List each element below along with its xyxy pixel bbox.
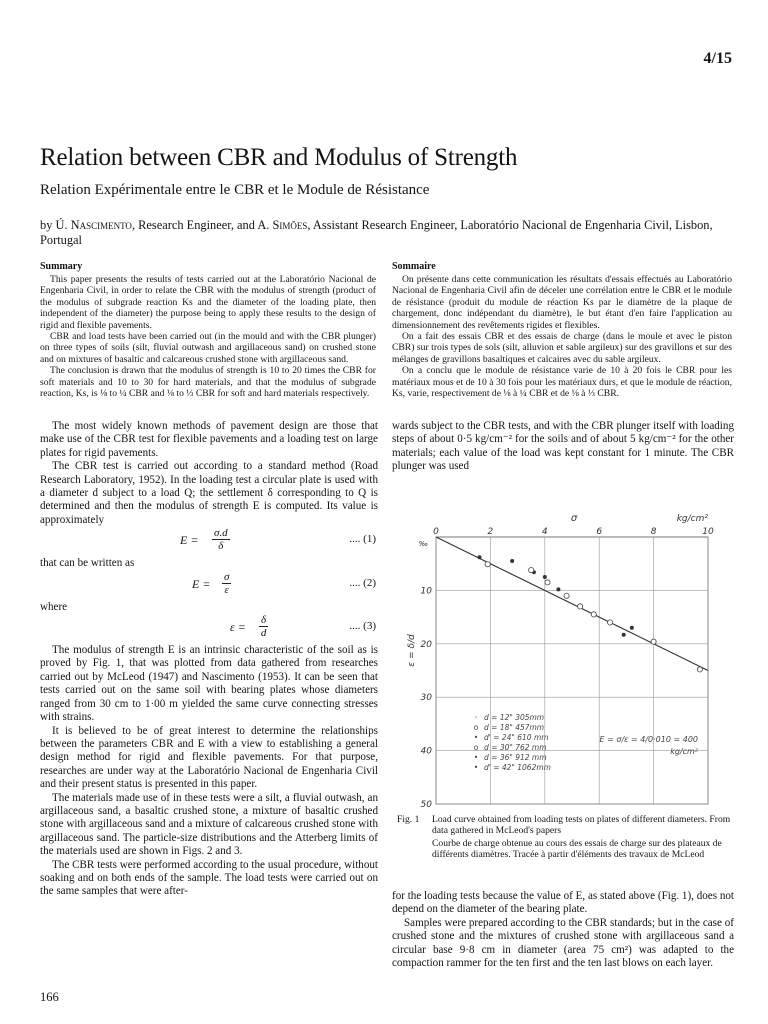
- x-tick-label: 0: [433, 527, 439, 537]
- body-paragraph: The CBR tests were performed according to the usual procedure, without soaking and on both ends of the sample. The load tests were carried out on the same samples that were after-: [40, 858, 378, 898]
- paper-title: Relation between CBR and Modulus of Strength: [40, 144, 518, 171]
- data-point-filled: [543, 575, 547, 579]
- data-point-filled: [630, 626, 634, 630]
- sommaire-heading: Sommaire: [392, 261, 436, 272]
- page-number-top: 4/15: [703, 50, 732, 67]
- body-paragraph: that can be written as: [40, 557, 135, 570]
- equation-numerator: σ.d: [214, 527, 228, 540]
- figure-caption: [397, 814, 733, 860]
- equation-fraction: [222, 571, 231, 597]
- data-point-open: [485, 562, 490, 567]
- figure-1: [398, 512, 732, 812]
- body-paragraph: wards subject to the CBR tests, and with the CBR plunger itself with loading steps of about 0·5 kg/cm⁻² for the soils and of about 5 kg/cm⁻² for the other materials; each value of the load was kept constant for 1 minute. The CBR plunger was used: [392, 420, 734, 473]
- equation-number: .... (3): [349, 620, 376, 633]
- data-point-open: [545, 580, 550, 585]
- y-tick-label: 30: [420, 693, 432, 704]
- legend-label: d = 30" 762 mm: [484, 743, 547, 752]
- legend-marker: o: [473, 723, 479, 732]
- data-point-open: [578, 604, 583, 609]
- y-tick-label: 20: [420, 639, 432, 650]
- legend-marker: •: [473, 733, 479, 742]
- legend-marker: •: [473, 763, 479, 772]
- x-tick-label: 8: [650, 527, 657, 537]
- sommaire-paragraph: On a conclu que le module de résistance varie de 10 à 20 fois le CBR pour les matériaux mous et de 10 à 30 fois pour les matériaux durs, et que le module de réaction, Ks, varie, respectivement de ⅛ à ¼ CBR et de ⅛ à ⅓ CBR.: [392, 365, 732, 400]
- body-paragraph: where: [40, 600, 68, 613]
- summary-section: [40, 261, 376, 399]
- x-tick-label: 4: [541, 527, 548, 537]
- data-point-filled: [622, 633, 626, 637]
- author-name-2: Simões: [272, 218, 308, 232]
- trend-line: [436, 537, 708, 671]
- summary-paragraph: CBR and load tests have been carried out (in the mould and with the CBR plunger) on three types of soils (silt, fluvial outwash and argillaceous sand) on crushed stone and on mixtures of basaltic and calcareous crushed stone with argillaceous sand.: [40, 331, 376, 365]
- x-axis-title: σ: [570, 513, 578, 524]
- body-right-column: [392, 420, 734, 474]
- equation-3: [40, 614, 378, 644]
- equation-fraction: [259, 614, 268, 640]
- load-curve-chart: [398, 512, 732, 812]
- legend-label: d = 36" 912 mm: [484, 753, 547, 762]
- y-tick-label: 50: [420, 800, 432, 810]
- body-paragraph: The modulus of strength E is an intrinsic characteristic of the soil as is proved by Fig. 1, that was plotted from data gathered from researches carried out by McLeod (1947) and Nascimento (1953). It can be seen that tests carried out on the same soil with bearing plates whose diameters ranged from 30 cm to 1·00 m yielded the same curve connecting stresses with strains.: [40, 644, 378, 724]
- equation-fraction: [212, 527, 230, 553]
- modulus-annotation: E = σ/ε = 4/0·010 = 400: [599, 735, 698, 744]
- legend-marker: ◦: [473, 713, 479, 722]
- equation-numerator: δ: [261, 614, 267, 627]
- authors-suffix: , Assistant Research Engineer, Laboratório Nacional de Engenharia Civil, Lisbon, Portugal: [40, 218, 713, 247]
- summary-heading: Summary: [40, 261, 83, 272]
- caption-english: Load curve obtained from loading tests on plates of different diameters. From data gathered in McLeod's papers: [432, 814, 731, 836]
- y-tick-label: 10: [420, 586, 432, 597]
- legend-label: d' = 24" 610 mm: [484, 733, 549, 742]
- x-unit-label: kg/cm²: [676, 514, 708, 524]
- equation-1: [40, 527, 378, 557]
- authors-mid: , Research Engineer, and A.: [131, 218, 273, 232]
- body-paragraph: It is believed to be of great interest to determine the relationships between the parameters CBR and E with a view to establishing a general design method for rigid and flexible pavements. For that purpose, researches are under way at the Laboratório Nacional de Engenharia Civil and their present status is presented in this paper.: [40, 724, 378, 791]
- equation-lhs: E =: [192, 576, 211, 591]
- body-paragraph: for the loading tests because the value of E, as stated above (Fig. 1), does not depend on the diameter of the bearing plate.: [392, 890, 734, 916]
- data-point-open: [529, 568, 534, 573]
- equation-2: [40, 571, 378, 601]
- data-point-filled: [510, 559, 514, 563]
- legend-marker: o: [473, 743, 479, 752]
- x-tick-label: 2: [487, 527, 494, 537]
- data-point-filled: [478, 555, 482, 559]
- sommaire-paragraph: On a fait des essais CBR et des essais de charge (dans le moule et avec le piston CBR) sur trois types de sols (silt, alluvion et sable argileux) sur des gravillons et sur des mélanges de gravillons basaltiques et calcaires avec du sable argileux.: [392, 331, 732, 365]
- y-tick-label: 40: [420, 746, 432, 757]
- equation-number: .... (1): [349, 533, 376, 546]
- equation-numerator: σ: [224, 570, 230, 583]
- equation-number: .... (2): [349, 576, 376, 589]
- data-point-open: [697, 667, 702, 672]
- equation-lhs: ε =: [230, 620, 246, 635]
- summary-paragraph: This paper presents the results of tests carried out at the Laboratório Nacional de Engenharia Civil, in order to relate the CBR with the modulus of strength (product of the modulus of subgrade reaction Ks and the diameter of the loading plate, then independent of the diameter) the purpose being to apply these results to the design of rigid and flexible pavements.: [40, 274, 376, 331]
- legend-marker: •: [473, 753, 479, 762]
- x-tick-label: 10: [702, 527, 714, 537]
- page-number-bottom: 166: [40, 990, 59, 1004]
- figure-label: Fig. 1: [397, 814, 420, 825]
- modulus-annotation-unit: kg/cm²: [670, 747, 698, 756]
- body-paragraph: The CBR test is carried out according to a standard method (Road Research Laboratory, 1952). In the loading test a circular plate is used with a diameter d subject to a load Q; the settlement δ corresponding to Q is determined and then the modulus of strength E is computed. Its value is approximately: [40, 460, 378, 526]
- data-point-open: [591, 612, 596, 617]
- body-paragraph: The most widely known methods of pavement design are those that make use of the CBR test for flexible pavements and a loading test on large plates for rigid pavements.: [40, 420, 378, 459]
- body-paragraph: Samples were prepared according to the CBR standards; but in the case of crushed stone and the mixtures of crushed stone with argillaceous sand a circular base 9·8 cm in diameter (area 75 cm²) was adapted to the compaction rammer for the ten first and the ten last blows on each layer.: [392, 916, 734, 970]
- data-point-open: [564, 593, 569, 598]
- body-left-column: [40, 420, 378, 899]
- equation-denominator: ε: [224, 583, 229, 596]
- data-point-open: [651, 639, 656, 644]
- equation-lhs: E =: [180, 533, 199, 548]
- equation-denominator: d: [260, 627, 267, 640]
- data-point-open: [607, 620, 612, 625]
- summary-paragraph: The conclusion is drawn that the modulus of strength is 10 to 20 times the CBR for soft materials and 10 to 30 for hard materials, and that the modulus of subgrade reaction, Ks, is ⅛ to ¼ CBR and ⅛ to ⅓ CBR for soft and hard materials respectively.: [40, 365, 376, 400]
- y-unit-label: ‰: [418, 540, 428, 548]
- legend-label: d = 12" 305mm: [484, 713, 545, 722]
- legend-label: d = 18" 457mm: [484, 723, 545, 732]
- x-tick-label: 6: [596, 527, 603, 537]
- author-line: [40, 218, 732, 248]
- author-name-1: Nascimento: [70, 218, 132, 232]
- y-axis-title: ε = δ/d: [407, 634, 417, 667]
- data-point-filled: [556, 587, 560, 591]
- equation-denominator: δ: [218, 540, 224, 553]
- authors-prefix: by Ú.: [40, 218, 71, 232]
- sommaire-section: [392, 261, 732, 399]
- body-paragraph: The materials made use of in these tests were a silt, a fluvial outwash, an argillaceous sand, a basaltic crushed stone, a mixture of basaltic crushed stone with argillaceous sand and a mixture of calcareous crushed stone with argillaceous sand. The particle-size distributions and the Atterberg limits of the materials used are shown in Figs. 2 and 3.: [40, 791, 378, 858]
- caption-french: Courbe de charge obtenue au cours des essais de charge sur des plateaux de différents diamètres. Tracée à partir d'éléments des travaux de McLeod: [432, 838, 722, 860]
- sommaire-paragraph: On présente dans cette communication les résultats d'essais effectués au Laboratório Nacional de Engenharia Civil afin de déceler une corrélation entre le CBR et le module de résistance (produit du module de réaction Ks par le diamètre de la plaque de chargement, donc indépendant du diamètre), le but étant d'en faire l'application au dimensionnement des revêtements rigides et flexibles.: [392, 274, 732, 331]
- paper-subtitle: Relation Expérimentale entre le CBR et le Module de Résistance: [40, 182, 430, 198]
- body-right-column-bottom: [392, 890, 734, 970]
- legend-label: d' = 42" 1062mm: [484, 763, 551, 772]
